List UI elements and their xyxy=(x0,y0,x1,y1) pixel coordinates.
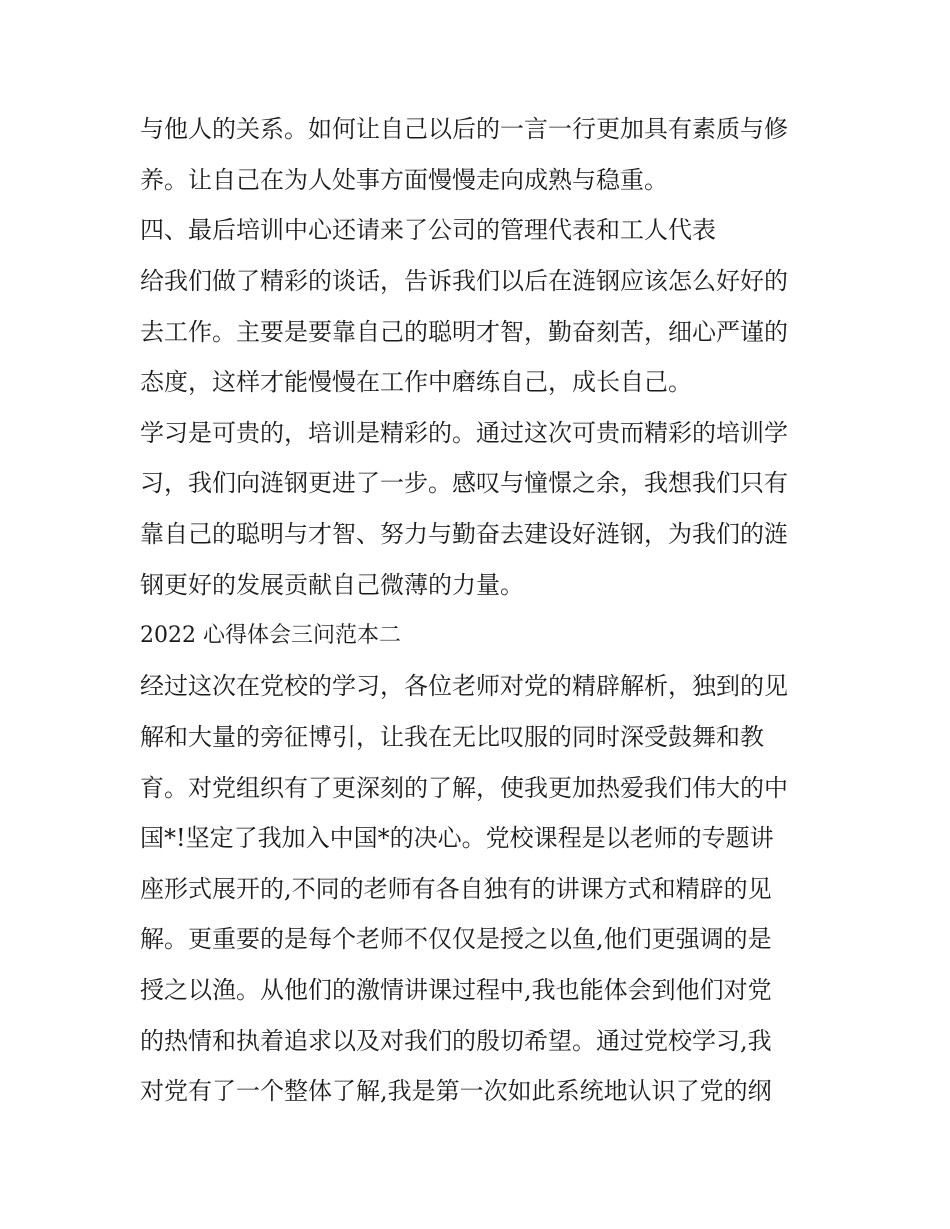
text-line-14: 育。对党组织有了更深刻的了解，使我更加热爱我们伟大的中 xyxy=(140,774,788,802)
text-line-13: 解和大量的旁征博引，让我在无比叹服的同时深受鼓舞和教 xyxy=(140,723,764,751)
text-line-4: 给我们做了精彩的谈话，告诉我们以后在涟钢应该怎么好好的 xyxy=(140,267,788,295)
text-line-18: 授之以渔。从他们的激情讲课过程中,我也能体会到他们对党 xyxy=(140,976,772,1004)
text-line-6: 态度，这样才能慢慢在工作中磨练自己，成长自己。 xyxy=(140,368,692,396)
text-line-3: 四、最后培训中心还请来了公司的管理代表和工人代表 xyxy=(140,216,716,244)
text-line-17: 解。更重要的是每个老师不仅仅是授之以鱼,他们更强调的是 xyxy=(140,925,772,953)
text-line-2: 养。让自己在为人处事方面慢慢走向成熟与稳重。 xyxy=(140,166,668,194)
text-line-15: 国*!坚定了我加入中国*的决心。党校课程是以老师的专题讲 xyxy=(140,824,774,852)
text-line-8: 习，我们向涟钢更进了一步。感叹与憧憬之余，我想我们只有 xyxy=(140,469,788,497)
text-line-16: 座形式展开的,不同的老师有各自独有的讲课方式和精辟的见 xyxy=(140,875,772,903)
text-line-1: 与他人的关系。如何让自己以后的一言一行更加具有素质与修 xyxy=(140,115,788,143)
text-line-19: 的热情和执着追求以及对我们的殷切希望。通过党校学习,我 xyxy=(140,1027,772,1055)
text-line-12: 经过这次在党校的学习，各位老师对党的精辟解析，独到的见 xyxy=(140,672,788,700)
text-line-5: 去工作。主要是要靠自己的聪明才智，勤奋刻苦，细心严谨的 xyxy=(140,318,788,346)
text-line-20: 对党有了一个整体了解,我是第一次如此系统地认识了党的纲 xyxy=(140,1077,772,1105)
text-line-9: 靠自己的聪明与才智、努力与勤奋去建设好涟钢，为我们的涟 xyxy=(140,520,788,548)
text-line-7: 学习是可贵的，培训是精彩的。通过这次可贵而精彩的培训学 xyxy=(140,419,788,447)
section-heading: 2022 心得体会三问范本二 xyxy=(140,623,401,648)
text-line-10: 钢更好的发展贡献自己微薄的力量。 xyxy=(140,571,524,599)
